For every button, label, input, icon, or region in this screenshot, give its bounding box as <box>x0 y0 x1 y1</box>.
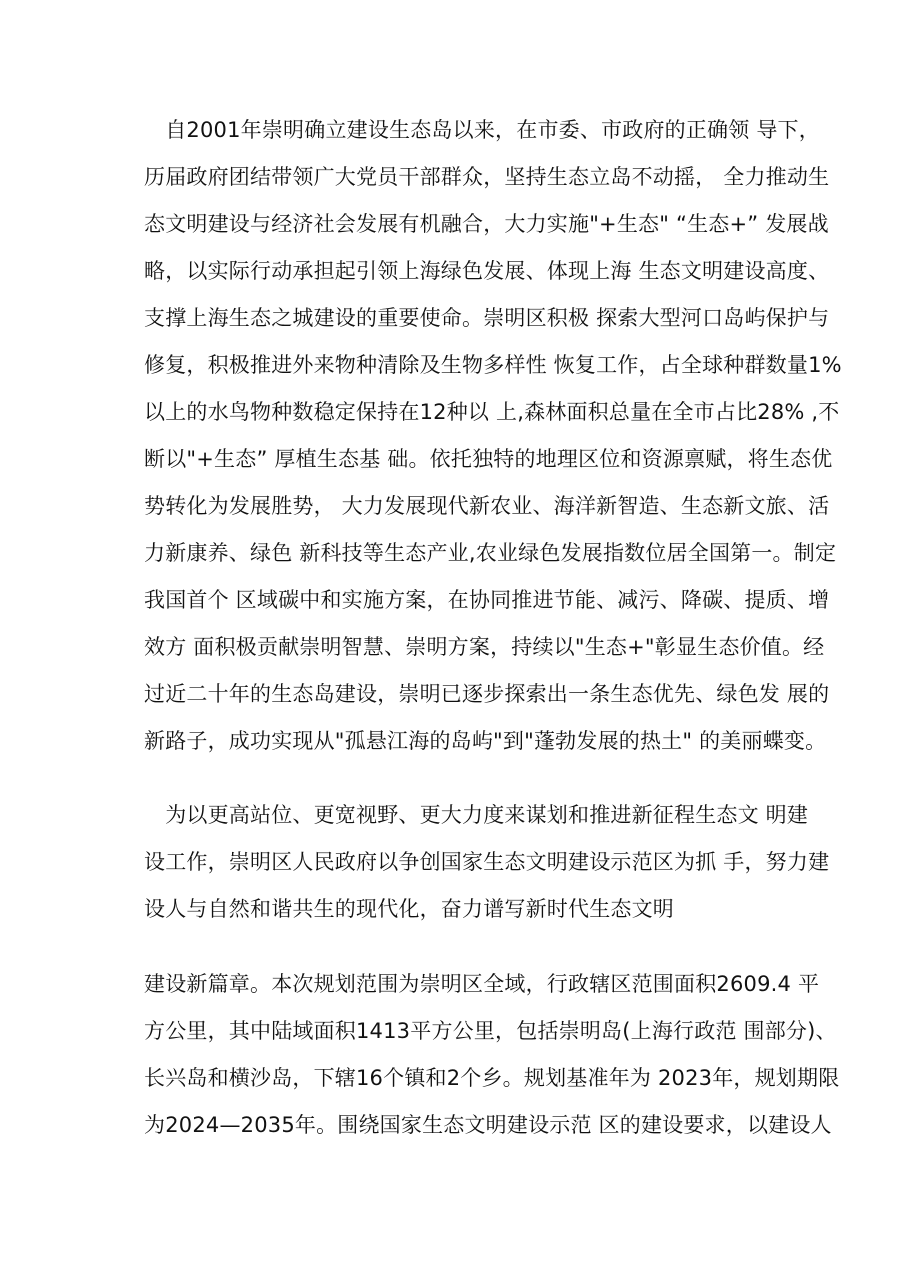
paragraph-3-line-4: 为2024—2035年。围绕国家生态文明建设示范 区的建设要求，以建设人 <box>144 1113 832 1137</box>
paragraph-1-line-4: 略，以实际行动承担起引领上海绿色发展、体现上海 生态文明建设高度、 <box>144 259 830 283</box>
paragraph-1-line-2: 历届政府团结带领广大党员干部群众，坚持生态立岛不动摇， 全力推动生 <box>144 165 830 189</box>
paragraph-3-line-2: 方公里，其中陆域面积1413平方公里，包括崇明岛(上海行政范 围部分)、 <box>144 1019 837 1043</box>
paragraph-1-line-12: 效方 面积极贡献崇明智慧、崇明方案，持续以"生态+"彰显生态价值。经 <box>144 635 825 659</box>
paragraph-1-line-6: 修复，积极推进外来物种清除及生物多样性 恢复工作，占全球种群数量1% <box>144 353 842 377</box>
paragraph-3-line-1: 建设新篇章。本次规划范围为崇明区全域，行政辖区范围面积2609.4 平 <box>144 972 820 996</box>
paragraph-2-line-2: 设工作，崇明区人民政府以争创国家生态文明建设示范区为抓 手，努力建 <box>144 850 830 874</box>
paragraph-1-line-3: 态文明建设与经济社会发展有机融合，大力实施"+生态" “生态+” 发展战 <box>144 212 829 236</box>
paragraph-1-line-9: 势转化为发展胜势， 大力发展现代新农业、海洋新智造、生态新文旅、活 <box>144 494 830 518</box>
paragraph-2-line-1: 为以更高站位、更宽视野、更大力度来谋划和推进新征程生态文 明建 <box>144 803 809 827</box>
paragraph-1-line-1: 自2001年崇明确立建设生态岛以来，在市委、市政府的正确领 导下， <box>144 118 820 142</box>
paragraph-1-line-14: 新路子，成功实现从"孤悬江海的岛屿"到"蓬勃发展的热土" 的美丽蝶变。 <box>144 729 827 753</box>
paragraph-1-line-13: 过近二十年的生态岛建设，崇明已逐步探索出一条生态优先、绿色发 展的 <box>144 682 830 706</box>
paragraph-1-line-7: 以上的水鸟物种数稳定保持在12种以 上,森林面积总量在全市占比28% ,不 <box>144 400 840 424</box>
paragraph-1-line-8: 断以"+生态” 厚植生态基 础。依托独特的地理区位和资源禀赋，将生态优 <box>144 447 833 471</box>
paragraph-1-line-5: 支撑上海生态之城建设的重要使命。崇明区积极 探索大型河口岛屿保护与 <box>144 306 830 330</box>
paragraph-1-line-11: 我国首个 区域碳中和实施方案，在协同推进节能、减污、降碳、提质、增 <box>144 588 830 612</box>
paragraph-3-line-3: 长兴岛和横沙岛，下辖16个镇和2个乡。规划基准年为 2023年，规划期限 <box>144 1066 840 1090</box>
paragraph-1-line-10: 力新康养、绿色 新科技等生态产业,农业绿色发展指数位居全国第一。制定 <box>144 541 837 565</box>
paragraph-2-line-3: 设人与自然和谐共生的现代化，奋力谱写新时代生态文明 <box>144 897 674 921</box>
